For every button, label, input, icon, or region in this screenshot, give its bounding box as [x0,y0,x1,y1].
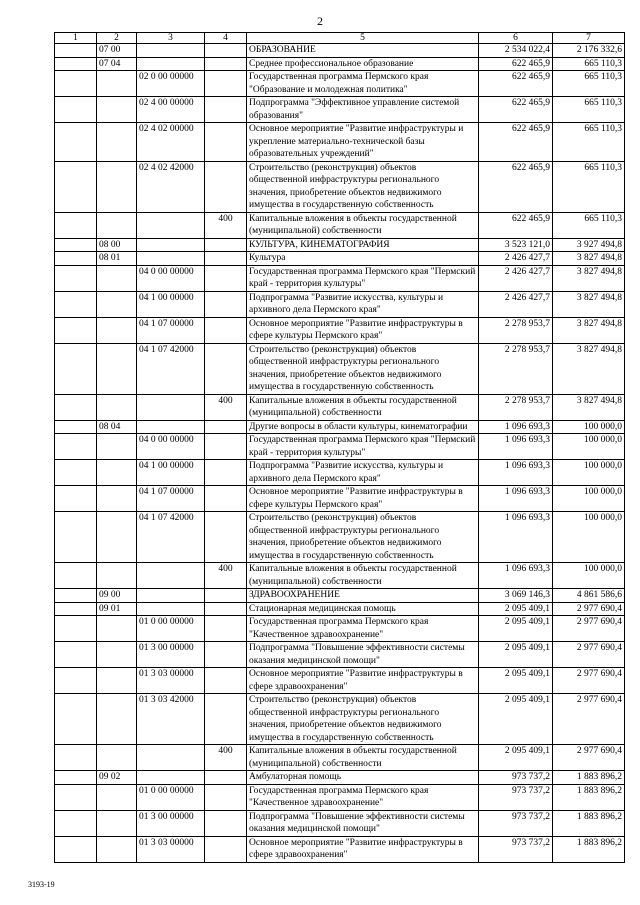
expense-type-cell [205,434,247,460]
target-article-cell: 04 1 00 00000 [137,291,205,317]
table-row [55,123,625,162]
row-number-cell [55,317,97,343]
section-code-cell [97,434,137,460]
expense-type-cell [205,44,247,58]
amount-year2-cell: 100 000,0 [553,486,625,512]
table-row [55,343,625,394]
section-code-cell: 07 04 [97,57,137,71]
amount-year1-cell: 2 278 953,7 [479,394,553,420]
amount-year1-cell: 1 096 693,3 [479,434,553,460]
section-code-cell [97,97,137,123]
section-code-cell: 08 00 [97,238,137,252]
table-row [55,97,625,123]
amount-year1-cell: 1 096 693,3 [479,563,553,589]
name-cell: ОБРАЗОВАНИЕ [247,44,479,58]
row-number-cell [55,810,97,836]
section-code-cell [97,745,137,771]
target-article-cell: 01 3 00 00000 [137,810,205,836]
target-article-cell [137,589,205,603]
row-number-cell [55,486,97,512]
row-number-cell [55,291,97,317]
amount-year2-cell: 3 827 494,8 [553,317,625,343]
section-code-cell [97,212,137,238]
section-code-cell [97,512,137,563]
expense-type-cell [205,161,247,212]
amount-year2-cell: 2 176 332,6 [553,44,625,58]
row-number-cell [55,252,97,266]
expense-type-cell: 400 [205,745,247,771]
name-cell: Капитальные вложения в объекты государственной (муниципальной) собственности [247,563,479,589]
row-number-cell [55,771,97,785]
amount-year1-cell: 2 534 022,4 [479,44,553,58]
name-cell: Строительство (реконструкция) объектов общественной инфраструктуры регионального значения, приобретение объектов недвижимого имущества в государственную собственность [247,512,479,563]
amount-year1-cell: 2 278 953,7 [479,317,553,343]
amount-year1-cell: 3 069 146,3 [479,589,553,603]
row-number-cell [55,602,97,616]
amount-year2-cell: 2 977 690,4 [553,602,625,616]
name-cell: КУЛЬТУРА, КИНЕМАТОГРАФИЯ [247,238,479,252]
row-number-cell [55,563,97,589]
table-row [55,252,625,266]
row-number-cell [55,161,97,212]
name-cell: Среднее профессиональное образование [247,57,479,71]
table-row [55,784,625,810]
target-article-cell [137,238,205,252]
expense-type-cell [205,343,247,394]
table-row [55,602,625,616]
amount-year1-cell: 1 096 693,3 [479,512,553,563]
amount-year1-cell: 622 465,9 [479,71,553,97]
expense-type-cell [205,602,247,616]
row-number-cell [55,343,97,394]
table-row [55,512,625,563]
amount-year1-cell: 973 737,2 [479,771,553,785]
target-article-cell [137,252,205,266]
table-row [55,44,625,58]
amount-year2-cell: 1 883 896,2 [553,810,625,836]
section-code-cell [97,291,137,317]
target-article-cell [137,602,205,616]
amount-year2-cell: 100 000,0 [553,420,625,434]
expense-type-cell [205,784,247,810]
amount-year2-cell: 2 977 690,4 [553,642,625,668]
name-cell: Основное мероприятие "Развитие инфраструктуры в сфере культуры Пермского края" [247,486,479,512]
section-code-cell [97,161,137,212]
name-cell: Капитальные вложения в объекты государственной (муниципальной) собственности [247,212,479,238]
amount-year1-cell: 622 465,9 [479,57,553,71]
amount-year2-cell: 665 110,3 [553,97,625,123]
row-number-cell [55,212,97,238]
section-code-cell: 09 02 [97,771,137,785]
table-row [55,563,625,589]
section-code-cell [97,343,137,394]
row-number-cell [55,420,97,434]
row-number-cell [55,123,97,162]
section-code-cell [97,460,137,486]
amount-year1-cell: 622 465,9 [479,123,553,162]
section-code-cell [97,694,137,745]
table-row [55,265,625,291]
amount-year2-cell: 665 110,3 [553,212,625,238]
name-cell: Строительство (реконструкция) объектов общественной инфраструктуры регионального значения, приобретение объектов недвижимого имущества в государственную собственность [247,161,479,212]
section-code-cell [97,784,137,810]
target-article-cell: 04 1 07 42000 [137,512,205,563]
row-number-cell [55,71,97,97]
name-cell: Подпрограмма "Развитие искусства, культуры и архивного дела Пермского края" [247,291,479,317]
expense-type-cell [205,291,247,317]
target-article-cell: 04 1 07 00000 [137,317,205,343]
table-row [55,420,625,434]
expense-type-cell [205,616,247,642]
column-header: 5 [247,33,479,44]
target-article-cell: 04 1 00 00000 [137,460,205,486]
target-article-cell [137,771,205,785]
amount-year2-cell: 100 000,0 [553,460,625,486]
expense-type-cell [205,57,247,71]
expense-type-cell [205,420,247,434]
amount-year2-cell: 665 110,3 [553,71,625,97]
table-row [55,212,625,238]
expense-type-cell [205,836,247,862]
row-number-cell [55,745,97,771]
row-number-cell [55,642,97,668]
amount-year1-cell: 2 095 409,1 [479,668,553,694]
amount-year1-cell: 1 096 693,3 [479,420,553,434]
row-number-cell [55,434,97,460]
section-code-cell: 07 00 [97,44,137,58]
table-row [55,589,625,603]
amount-year2-cell: 665 110,3 [553,161,625,212]
section-code-cell [97,71,137,97]
amount-year1-cell: 3 523 121,0 [479,238,553,252]
name-cell: Основное мероприятие "Развитие инфраструктуры в сфере здравоохранения" [247,836,479,862]
section-code-cell [97,563,137,589]
table-row [55,238,625,252]
target-article-cell [137,563,205,589]
amount-year2-cell: 665 110,3 [553,123,625,162]
row-number-cell [55,394,97,420]
table-row [55,616,625,642]
table-row [55,57,625,71]
expense-type-cell [205,589,247,603]
name-cell: Основное мероприятие "Развитие инфраструктуры и укрепление материально-технической базы образовательных учреждений" [247,123,479,162]
expense-type-cell [205,252,247,266]
amount-year1-cell: 622 465,9 [479,161,553,212]
expense-type-cell [205,97,247,123]
column-header: 7 [553,33,625,44]
amount-year1-cell: 2 095 409,1 [479,602,553,616]
expense-type-cell [205,265,247,291]
section-code-cell: 08 04 [97,420,137,434]
amount-year1-cell: 2 426 427,7 [479,291,553,317]
table-row [55,694,625,745]
section-code-cell [97,836,137,862]
row-number-cell [55,265,97,291]
page-number: 2 [317,14,323,28]
section-code-cell: 09 00 [97,589,137,603]
table-header-row [55,33,625,44]
target-article-cell [137,44,205,58]
expense-type-cell [205,668,247,694]
table-row [55,460,625,486]
table-row [55,394,625,420]
amount-year1-cell: 2 095 409,1 [479,616,553,642]
target-article-cell: 01 0 00 00000 [137,784,205,810]
target-article-cell: 02 0 00 00000 [137,71,205,97]
name-cell: Культура [247,252,479,266]
amount-year1-cell: 2 095 409,1 [479,642,553,668]
amount-year2-cell: 4 861 586,6 [553,589,625,603]
target-article-cell [137,394,205,420]
section-code-cell [97,123,137,162]
name-cell: Амбулаторная помощь [247,771,479,785]
target-article-cell: 01 3 03 00000 [137,836,205,862]
table-row [55,71,625,97]
amount-year1-cell: 973 737,2 [479,836,553,862]
column-header: 2 [97,33,137,44]
row-number-cell [55,616,97,642]
amount-year1-cell: 1 096 693,3 [479,460,553,486]
name-cell: Подпрограмма "Повышение эффективности системы оказания медицинской помощи" [247,642,479,668]
amount-year1-cell: 2 426 427,7 [479,265,553,291]
expense-type-cell [205,123,247,162]
amount-year1-cell: 2 095 409,1 [479,745,553,771]
section-code-cell [97,486,137,512]
column-header: 4 [205,33,247,44]
table-body [55,44,625,863]
target-article-cell: 01 3 03 00000 [137,668,205,694]
expense-type-cell [205,71,247,97]
expense-type-cell [205,460,247,486]
row-number-cell [55,460,97,486]
target-article-cell: 04 0 00 00000 [137,434,205,460]
target-article-cell: 01 3 00 00000 [137,642,205,668]
budget-table [54,32,625,863]
section-code-cell [97,265,137,291]
column-header: 6 [479,33,553,44]
amount-year2-cell: 1 883 896,2 [553,784,625,810]
amount-year2-cell: 2 977 690,4 [553,668,625,694]
expense-type-cell: 400 [205,212,247,238]
amount-year1-cell: 973 737,2 [479,784,553,810]
amount-year2-cell: 3 827 494,8 [553,343,625,394]
target-article-cell: 01 3 03 42000 [137,694,205,745]
row-number-cell [55,784,97,810]
target-article-cell [137,745,205,771]
amount-year2-cell: 3 827 494,8 [553,265,625,291]
name-cell: Государственная программа Пермского края "Пермский край - территория культуры" [247,434,479,460]
row-number-cell [55,694,97,745]
name-cell: Основное мероприятие "Развитие инфраструктуры в сфере культуры Пермского края" [247,317,479,343]
expense-type-cell [205,238,247,252]
amount-year2-cell: 665 110,3 [553,57,625,71]
amount-year2-cell: 3 827 494,8 [553,291,625,317]
table-row [55,836,625,862]
target-article-cell: 04 1 07 42000 [137,343,205,394]
amount-year1-cell: 622 465,9 [479,97,553,123]
row-number-cell [55,512,97,563]
amount-year2-cell: 100 000,0 [553,512,625,563]
target-article-cell: 02 4 02 42000 [137,161,205,212]
amount-year1-cell: 622 465,9 [479,212,553,238]
amount-year1-cell: 973 737,2 [479,810,553,836]
amount-year2-cell: 1 883 896,2 [553,771,625,785]
name-cell: Капитальные вложения в объекты государственной (муниципальной) собственности [247,745,479,771]
table-row [55,486,625,512]
expense-type-cell: 400 [205,394,247,420]
amount-year1-cell: 2 095 409,1 [479,694,553,745]
name-cell: Подпрограмма "Повышение эффективности системы оказания медицинской помощи" [247,810,479,836]
amount-year2-cell: 3 927 494,8 [553,238,625,252]
section-code-cell [97,616,137,642]
table-row [55,642,625,668]
name-cell: Государственная программа Пермского края "Образование и молодежная политика" [247,71,479,97]
amount-year2-cell: 2 977 690,4 [553,745,625,771]
row-number-cell [55,668,97,694]
table-row [55,434,625,460]
name-cell: Государственная программа Пермского края "Пермский край - территория культуры" [247,265,479,291]
target-article-cell: 04 1 07 00000 [137,486,205,512]
expense-type-cell [205,642,247,668]
name-cell: Строительство (реконструкция) объектов общественной инфраструктуры регионального значения, приобретение объектов недвижимого имущества в государственную собственность [247,694,479,745]
target-article-cell [137,420,205,434]
target-article-cell: 02 4 02 00000 [137,123,205,162]
name-cell: Другие вопросы в области культуры, кинематографии [247,420,479,434]
table-row [55,810,625,836]
name-cell: ЗДРАВООХРАНЕНИЕ [247,589,479,603]
section-code-cell [97,394,137,420]
name-cell: Государственная программа Пермского края "Качественное здравоохранение" [247,784,479,810]
target-article-cell: 04 0 00 00000 [137,265,205,291]
section-code-cell [97,810,137,836]
target-article-cell [137,57,205,71]
target-article-cell [137,212,205,238]
expense-type-cell [205,810,247,836]
name-cell: Капитальные вложения в объекты государственной (муниципальной) собственности [247,394,479,420]
expense-type-cell [205,771,247,785]
amount-year2-cell: 3 827 494,8 [553,394,625,420]
amount-year1-cell: 2 426 427,7 [479,252,553,266]
table-row [55,317,625,343]
row-number-cell [55,238,97,252]
row-number-cell [55,589,97,603]
section-code-cell [97,668,137,694]
amount-year1-cell: 1 096 693,3 [479,486,553,512]
amount-year2-cell: 100 000,0 [553,563,625,589]
expense-type-cell: 400 [205,563,247,589]
name-cell: Строительство (реконструкция) объектов общественной инфраструктуры регионального значения, приобретение объектов недвижимого имущества в государственную собственность [247,343,479,394]
table-row [55,745,625,771]
table-row [55,771,625,785]
amount-year2-cell: 2 977 690,4 [553,694,625,745]
name-cell: Подпрограмма "Развитие искусства, культуры и архивного дела Пермского края" [247,460,479,486]
amount-year1-cell: 2 278 953,7 [479,343,553,394]
section-code-cell [97,317,137,343]
name-cell: Основное мероприятие "Развитие инфраструктуры в сфере здравоохранения" [247,668,479,694]
column-header: 3 [137,33,205,44]
amount-year2-cell: 2 977 690,4 [553,616,625,642]
amount-year2-cell: 3 827 494,8 [553,252,625,266]
name-cell: Подпрограмма "Эффективное управление системой образования" [247,97,479,123]
amount-year2-cell: 1 883 896,2 [553,836,625,862]
table-row [55,668,625,694]
section-code-cell [97,642,137,668]
expense-type-cell [205,512,247,563]
section-code-cell: 09 01 [97,602,137,616]
row-number-cell [55,57,97,71]
table-row [55,161,625,212]
name-cell: Стационарная медицинская помощь [247,602,479,616]
footer-code: 3193-19 [28,880,55,889]
column-header: 1 [55,33,97,44]
target-article-cell: 01 0 00 00000 [137,616,205,642]
row-number-cell [55,97,97,123]
expense-type-cell [205,694,247,745]
row-number-cell [55,44,97,58]
row-number-cell [55,836,97,862]
target-article-cell: 02 4 00 00000 [137,97,205,123]
expense-type-cell [205,317,247,343]
section-code-cell: 08 01 [97,252,137,266]
table-row [55,291,625,317]
amount-year2-cell: 100 000,0 [553,434,625,460]
expense-type-cell [205,486,247,512]
name-cell: Государственная программа Пермского края "Качественное здравоохранение" [247,616,479,642]
